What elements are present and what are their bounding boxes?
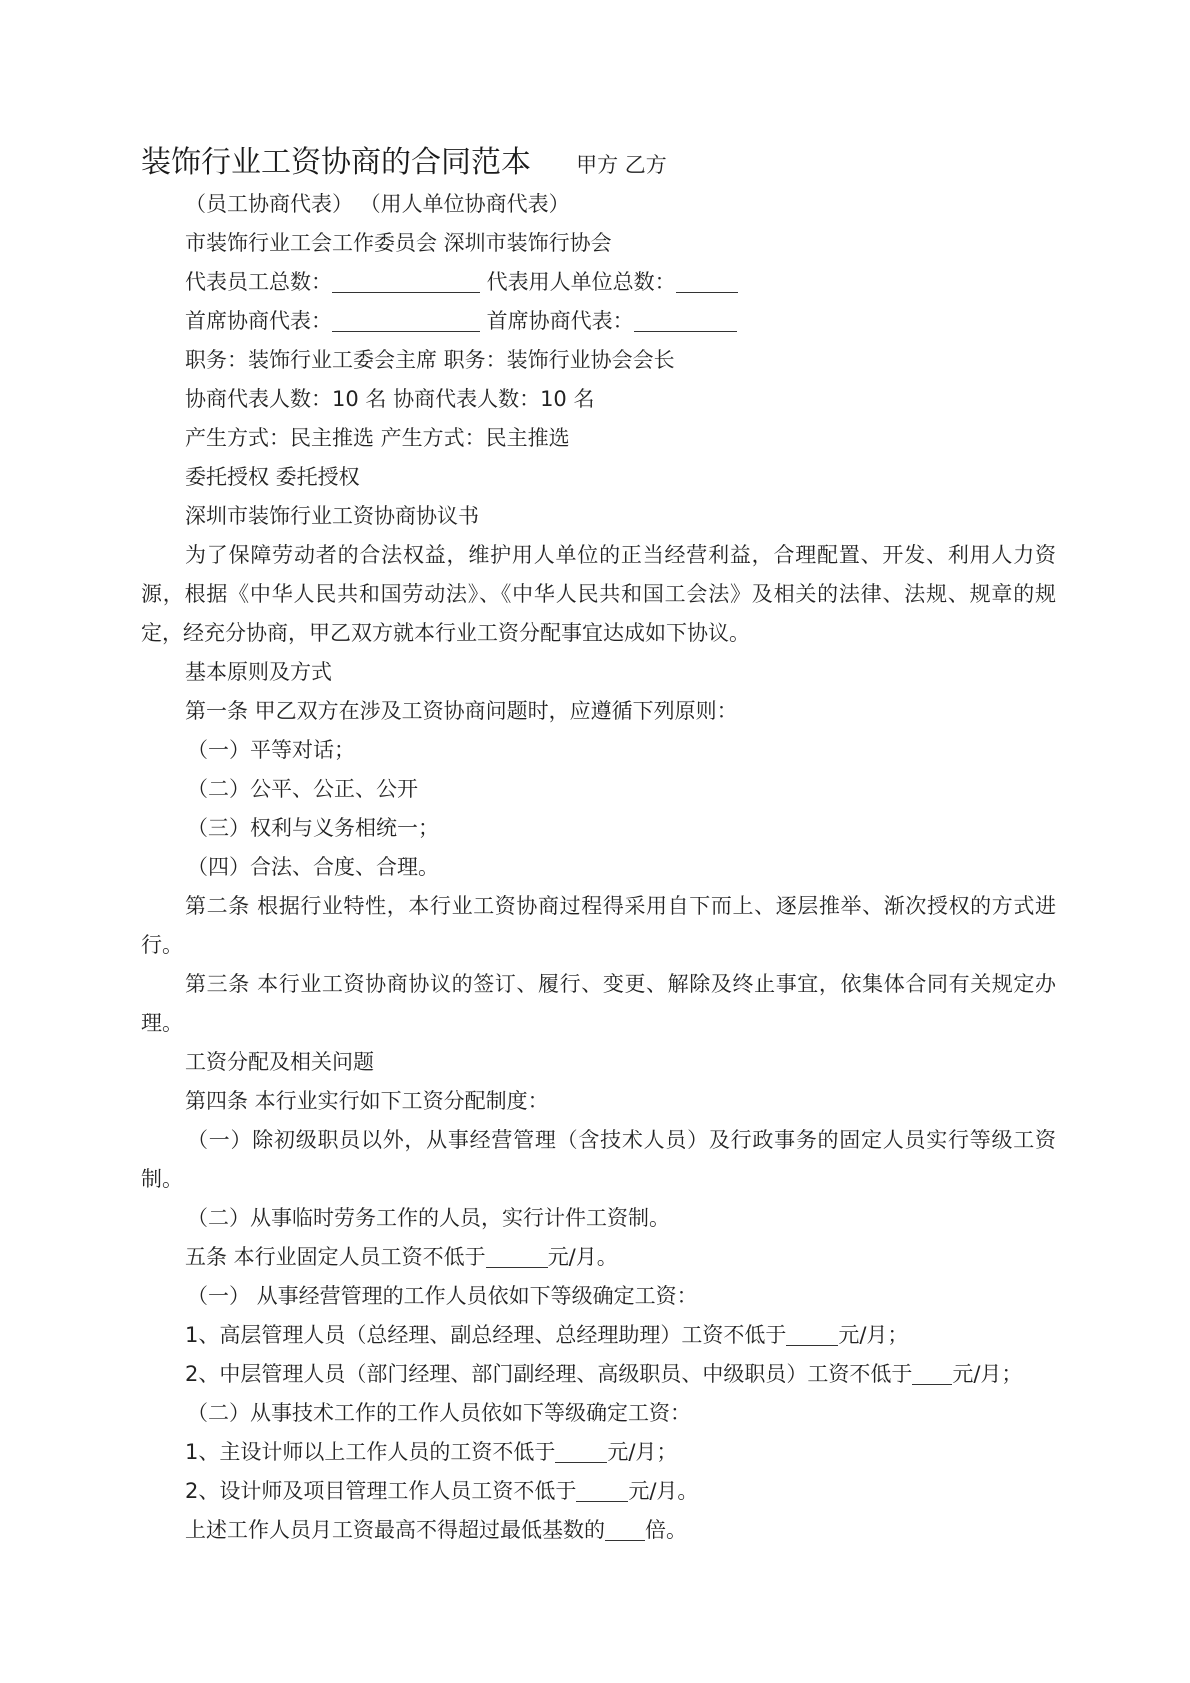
senior-management-unit: 元/月； xyxy=(838,1323,909,1347)
wage-cap-text: 上述工作人员月工资最高不得超过最低基数的 xyxy=(185,1518,605,1542)
line-rep-count: 协商代表人数：10 名 协商代表人数：10 名 xyxy=(185,387,595,411)
line-positions: 职务：装饰行业工委会主席 职务：装饰行业协会会长 xyxy=(185,348,675,372)
designer-text: 2、设计师及项目管理工作人员工资不低于 xyxy=(185,1479,577,1503)
blank-designer-wage xyxy=(576,1480,628,1502)
line-selection: 产生方式：民主推选 产生方式：民主推选 xyxy=(185,426,570,450)
wage-cap-unit: 倍。 xyxy=(645,1518,687,1542)
line-representatives: （员工协商代表） （用人单位协商代表） xyxy=(185,192,570,216)
heading-wage-distribution: 工资分配及相关问题 xyxy=(185,1050,374,1074)
line-agreement-title: 深圳市装饰行业工资协商协议书 xyxy=(185,504,479,528)
wage-cap xyxy=(141,1511,1056,1550)
blank-chief-designer-wage xyxy=(555,1441,607,1463)
label-employee-total: 代表员工总数： xyxy=(185,270,332,294)
blank-employee-total xyxy=(332,271,480,293)
label-employer-total: 代表用人单位总数： xyxy=(480,270,676,294)
chief-designer-text: 1、主设计师以上工作人员的工资不低于 xyxy=(185,1440,556,1464)
blank-middle-wage xyxy=(912,1363,952,1385)
article-5-item-2: （二）从事技术工作的工作人员依如下等级确定工资： xyxy=(187,1401,691,1425)
label-chief-rep-a: 首席协商代表： xyxy=(185,309,332,333)
article-5 xyxy=(141,1238,1056,1277)
label-chief-rep-b: 首席协商代表： xyxy=(480,309,634,333)
middle-management-unit: 元/月； xyxy=(952,1362,1023,1386)
chief-designer-unit: 元/月； xyxy=(607,1440,678,1464)
line-chief-reps xyxy=(141,302,1056,341)
chief-designer-wage xyxy=(141,1433,1056,1472)
article-4-item-1: （一）除初级职员以外，从事经营管理（含技术人员）及行政事务的固定人员实行等级工资制。 xyxy=(141,1128,1056,1191)
middle-management-wage xyxy=(141,1355,1056,1394)
heading-basic-principles: 基本原则及方式 xyxy=(185,660,332,684)
article-5-text: 五条 本行业固定人员工资不低于 xyxy=(185,1245,486,1269)
principle-2: （二）公平、公正、公开 xyxy=(187,777,418,801)
blank-wage-cap xyxy=(605,1519,645,1541)
senior-management-text: 1、高层管理人员（总经理、副总经理、总经理助理）工资不低于 xyxy=(185,1323,787,1347)
article-4-item-2: （二）从事临时劳务工作的人员，实行计件工资制。 xyxy=(187,1206,670,1230)
blank-chief-rep-a xyxy=(332,310,480,332)
blank-senior-wage xyxy=(786,1324,838,1346)
title-line xyxy=(141,137,667,181)
parties-heading: 甲方 乙方 xyxy=(576,153,667,177)
article-4: 第四条 本行业实行如下工资分配制度： xyxy=(185,1089,549,1113)
principle-3: （三）权利与义务相统一； xyxy=(187,816,439,840)
middle-management-text: 2、中层管理人员（部门经理、部门副经理、高级职员、中级职员）工资不低于 xyxy=(185,1362,913,1386)
article-1: 第一条 甲乙双方在涉及工资协商问题时，应遵循下列原则： xyxy=(185,699,738,723)
line-totals xyxy=(141,263,1056,302)
article-2: 第二条 根据行业特性，本行业工资协商过程得采用自下而上、逐层推举、渐次授权的方式进行。 xyxy=(141,894,1056,957)
blank-employer-total xyxy=(676,271,738,293)
paragraph-preamble: 为了保障劳动者的合法权益，维护用人单位的正当经营利益，合理配置、开发、利用人力资源，根据《中华人民共和国劳动法》、《中华人民共和国工会法》及相关的法律、法规、规章的规定，经充分协商，甲乙双方就本行业工资分配事宜达成如下协议。 xyxy=(141,543,1056,645)
article-5-item-1: （一） 从事经营管理的工作人员依如下等级确定工资： xyxy=(187,1284,698,1308)
line-authorization: 委托授权 委托授权 xyxy=(185,465,360,489)
senior-management-wage xyxy=(141,1316,1056,1355)
line-organizations: 市装饰行业工会工作委员会 深圳市装饰行协会 xyxy=(185,231,612,255)
blank-chief-rep-b xyxy=(634,310,737,332)
article-3: 第三条 本行业工资协商协议的签订、履行、变更、解除及终止事宜，依集体合同有关规定办理。 xyxy=(141,972,1056,1035)
designer-unit: 元/月。 xyxy=(628,1479,699,1503)
document-body xyxy=(141,185,1056,1550)
principle-4: （四）合法、合度、合理。 xyxy=(187,855,439,879)
document-title: 装饰行业工资协商的合同范本 xyxy=(141,145,531,180)
blank-min-wage xyxy=(486,1246,548,1268)
article-5-unit: 元/月。 xyxy=(547,1245,618,1269)
designer-wage xyxy=(141,1472,1056,1511)
principle-1: （一）平等对话； xyxy=(187,738,355,762)
